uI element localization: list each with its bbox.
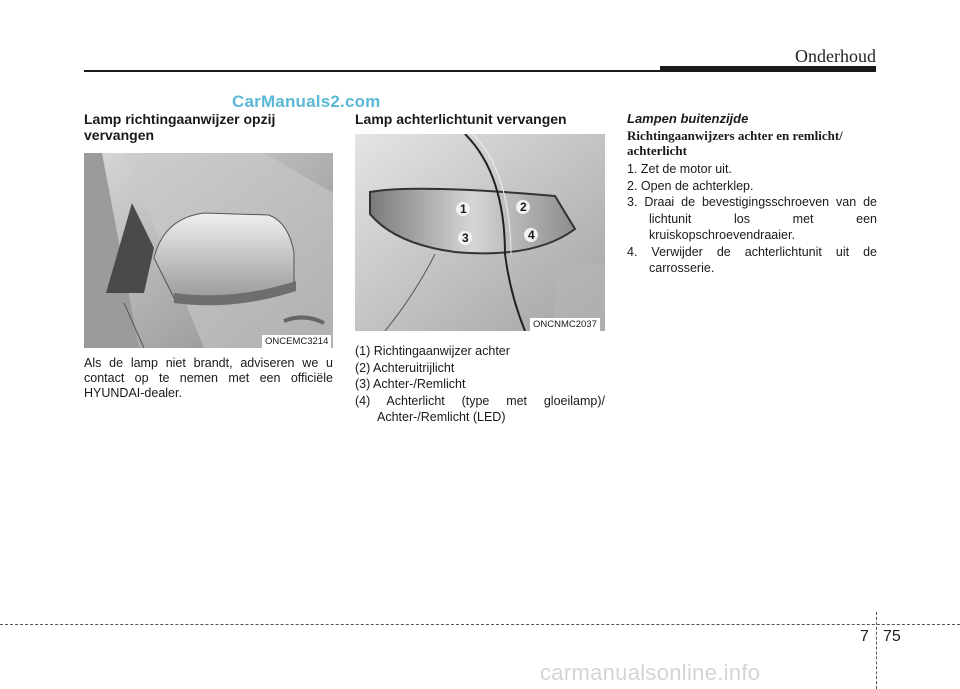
mirror-image	[84, 153, 333, 348]
image-caption-middle: ONCNMC2037	[530, 318, 600, 331]
header-rule	[84, 70, 660, 72]
list-item: 2. Open de achterklep.	[627, 178, 754, 193]
watermark-bottom: carmanualsonline.info	[540, 660, 761, 685]
page-number: 75	[883, 628, 901, 645]
callout-4: 4	[528, 228, 535, 242]
middle-section-title: Lamp achterlichtunit vervangen	[355, 111, 567, 127]
right-heading: Richtingaanwijzers achter en remlicht/ achterlicht	[627, 128, 843, 158]
watermark-top: CarManuals2.com	[232, 92, 381, 111]
list-item: 4. Verwijder de achterlichtunit uit de carrosserie.	[627, 244, 877, 275]
footer-divider	[876, 612, 877, 689]
steps-list	[627, 161, 877, 277]
list-item: 3. Draai de bevestigingsschroeven van de lichtunit los met een kruiskopschroevendraaier.	[627, 195, 877, 242]
footer-rule	[0, 624, 960, 625]
section-title: Onderhoud	[795, 46, 876, 66]
list-item: (4) Achterlicht (type met gloeilamp)/ Achter-/Remlicht (LED)	[355, 393, 605, 424]
list-item: (2) Achteruitrijlicht	[355, 360, 455, 375]
callout-1: 1	[460, 202, 467, 216]
list-item: (1) Richtingaanwijzer achter	[355, 344, 510, 358]
parts-list	[355, 343, 605, 426]
left-section-title: Lamp richtingaanwijzer opzij vervangen	[84, 111, 276, 143]
taillight-image	[355, 134, 605, 331]
callout-2: 2	[520, 200, 527, 214]
left-paragraph: Als de lamp niet brandt, adviseren we u contact op te nemen met een officiële HYUNDAI-dealer.	[84, 356, 333, 400]
header-rule-thick	[660, 66, 876, 72]
list-item: (3) Achter-/Remlicht	[355, 377, 466, 391]
list-item: 1. Zet de motor uit.	[627, 162, 732, 176]
right-subtitle: Lampen buitenzijde	[627, 111, 749, 126]
callout-3: 3	[462, 231, 469, 245]
chapter-number: 7	[860, 628, 869, 645]
image-caption-left: ONCEMC3214	[262, 335, 331, 348]
